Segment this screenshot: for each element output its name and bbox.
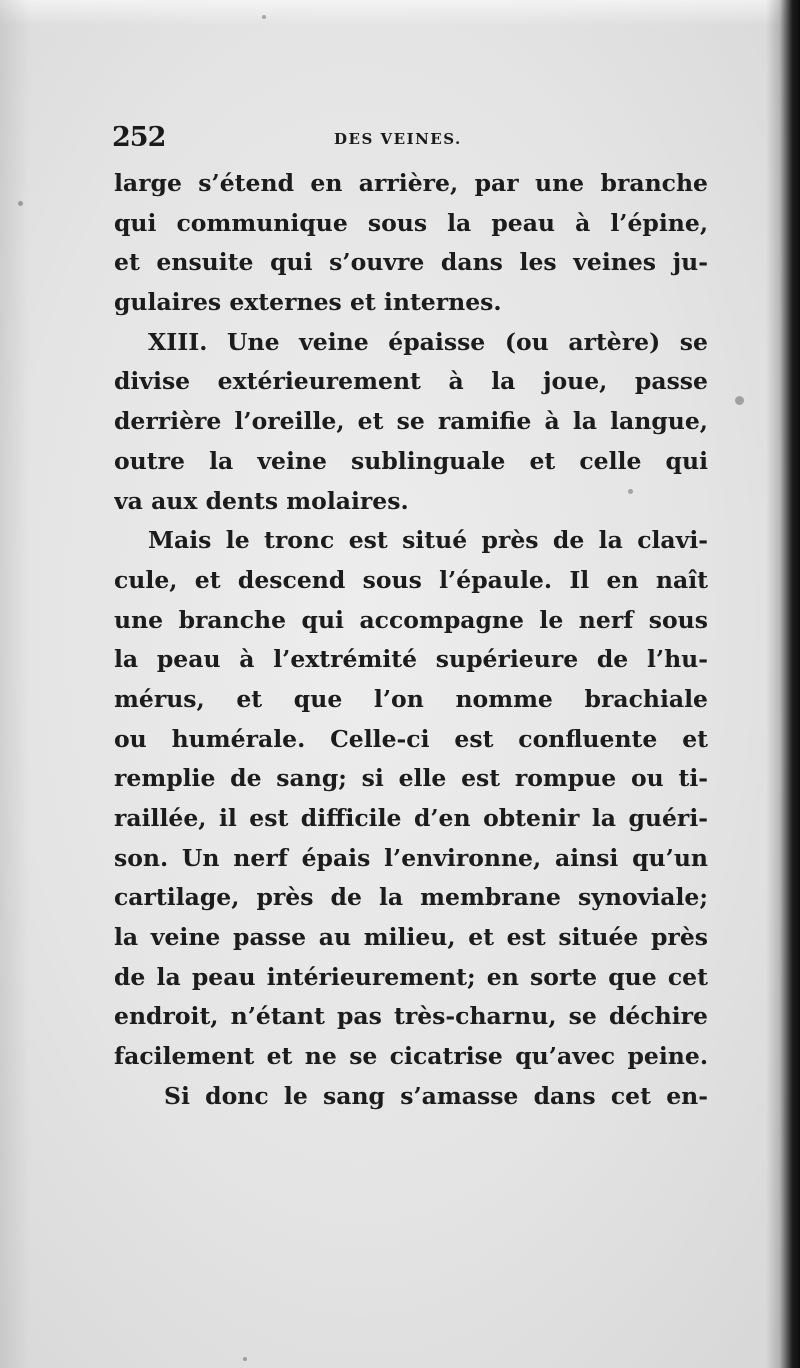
text-line: qui communique sous la peau à l’épine, <box>114 208 708 237</box>
text-line: ou humérale. Celle-ci est confluente et <box>114 724 708 753</box>
text-line: Mais le tronc est situé près de la clavi- <box>148 526 708 555</box>
text-line: raillée, il est difficile d’en obtenir la guéri- <box>114 804 708 832</box>
running-head: DES VEINES. <box>334 130 462 148</box>
paper-speck <box>243 1357 247 1361</box>
text-line: Si donc le sang s’amasse dans cet en- <box>164 1081 708 1110</box>
text-line: la peau à l’extrémité supérieure de l’hu- <box>114 645 708 674</box>
text-line: remplie de sang; si elle est rompue ou ti- <box>114 764 708 793</box>
text-line: gulaires externes et internes. <box>114 288 502 317</box>
text-line: va aux dents molaires. <box>114 486 409 515</box>
text-line: une branche qui accompagne le nerf sous <box>114 605 708 634</box>
page-right-edge-shadow <box>766 0 800 1368</box>
text-line: outre la veine sublinguale et celle qui <box>114 446 708 475</box>
text-line: endroit, n’étant pas très-charnu, se déchire <box>114 1002 708 1031</box>
paper-speck <box>18 201 23 206</box>
text-line: son. Un nerf épais l’environne, ainsi qu’un <box>114 843 708 872</box>
paper-speck <box>628 489 633 494</box>
page-number: 252 <box>112 122 166 153</box>
body-text <box>114 164 708 1117</box>
text-line: facilement et ne se cicatrise qu’avec peine. <box>114 1042 708 1071</box>
page-top-edge <box>0 0 800 26</box>
text-line: large s’étend en arrière, par une branche <box>114 169 708 197</box>
page-header <box>112 122 712 162</box>
text-line: cartilage, près de la membrane synoviale; <box>114 883 708 912</box>
text-line: cule, et descend sous l’épaule. Il en naît <box>114 565 708 594</box>
paper-speck <box>262 15 266 19</box>
text-line: divise extérieurement à la joue, passe <box>114 367 708 396</box>
text-line: XIII. Une veine épaisse (ou artère) se <box>148 327 708 356</box>
text-line: mérus, et que l’on nomme brachiale <box>114 684 708 713</box>
paper-speck <box>735 396 744 405</box>
text-line: et ensuite qui s’ouvre dans les veines ju- <box>114 248 708 277</box>
page-left-edge <box>0 0 30 1368</box>
text-line: derrière l’oreille, et se ramifie à la langue, <box>114 407 708 436</box>
text-line: la veine passe au milieu, et est située près <box>114 923 708 952</box>
text-line: de la peau intérieurement; en sorte que cet <box>114 962 708 991</box>
